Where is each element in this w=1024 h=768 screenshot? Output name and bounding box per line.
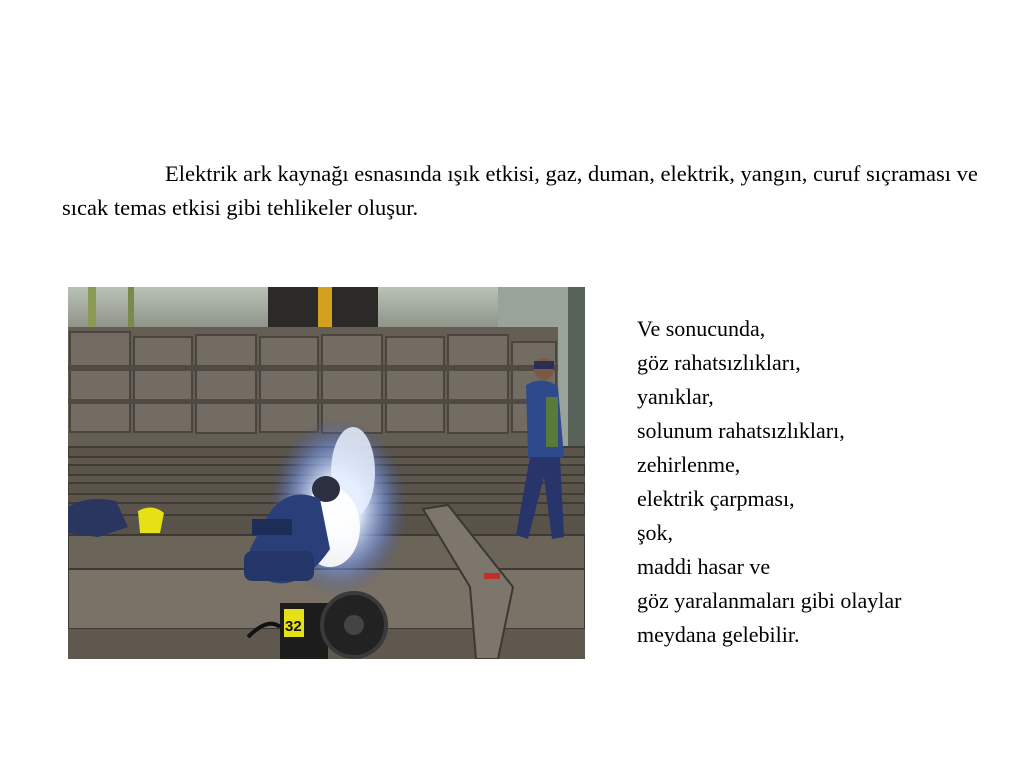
consequences-list <box>637 312 1017 652</box>
consequence-line: meydana gelebilir. <box>637 622 800 647</box>
consequence-line: yanıklar, <box>637 384 714 409</box>
intro-paragraph: Elektrik ark kaynağı esnasında ışık etkisi, gaz, duman, elektrik, yangın, curuf sıçraması ve sıcak temas etkisi gibi tehlikeler oluşur. <box>62 161 978 220</box>
consequence-line: göz yaralanmaları gibi olaylar <box>637 588 902 613</box>
consequence-line: zehirlenme, <box>637 452 741 477</box>
welding-photo <box>68 287 585 659</box>
consequence-line: elektrik çarpması, <box>637 486 795 511</box>
consequence-line: şok, <box>637 520 674 545</box>
consequence-line: Ve sonucunda, <box>637 316 766 341</box>
consequence-line: maddi hasar ve <box>637 554 771 579</box>
machine-label: 32 <box>285 618 302 635</box>
consequence-line: göz rahatsızlıkları, <box>637 350 801 375</box>
consequence-line: solunum rahatsızlıkları, <box>637 418 845 443</box>
